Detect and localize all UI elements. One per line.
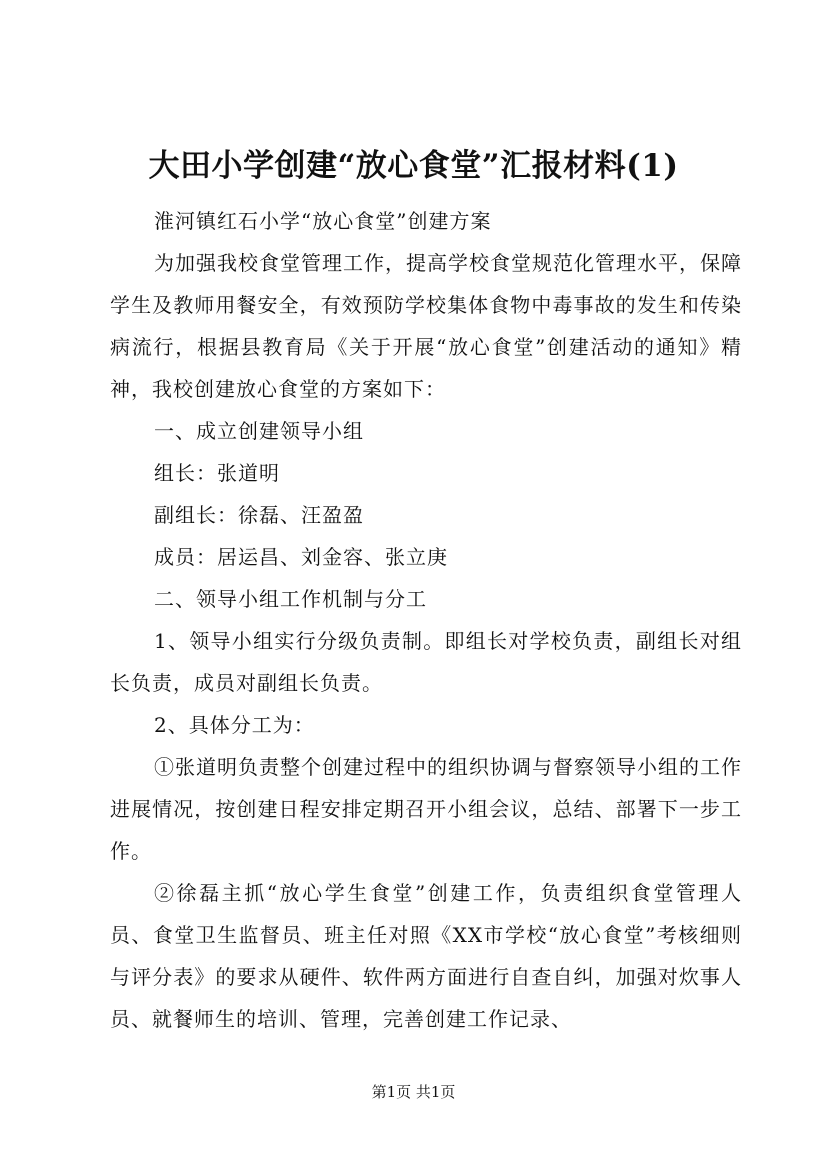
item-1-paragraph: 1、领导小组实行分级负责制。即组长对学校负责，副组长对组长负责，成员对副组长负责。 [110,629,742,695]
document-body [110,200,742,1040]
leader-line: 组长：张道明 [154,461,280,485]
document-title: 大田小学创建“放心食堂”汇报材料(1) [148,148,679,184]
section-heading-1: 一、成立创建领导小组 [154,419,364,443]
section-heading-2: 二、领导小组工作机制与分工 [154,587,427,611]
deputy-leader-line: 副组长：徐磊、汪盈盈 [154,503,364,527]
members-line: 成员：居运昌、刘金容、张立庚 [154,545,448,569]
duty-2-paragraph: ②徐磊主抓“放心学生食堂”创建工作，负责组织食堂管理人员、食堂卫生监督员、班主任对照《XX市学校“放心食堂”考核细则与评分表》的要求从硬件、软件两方面进行自查自纠，加强对炊事人员、就餐师生的培训、管理，完善创建工作记录、 [110,881,742,1031]
page-number-footer: 第1页 共1页 [371,1083,456,1101]
intro-paragraph: 为加强我校食堂管理工作，提高学校食堂规范化管理水平，保障学生及教师用餐安全，有效预防学校集体食物中毒事故的发生和传染病流行，根据县教育局《关于开展“放心食堂”创建活动的通知》精神，我校创建放心食堂的方案如下： [110,251,742,401]
subtitle-paragraph: 淮河镇红石小学“放心食堂”创建方案 [154,209,492,233]
item-2-paragraph: 2、具体分工为： [154,713,315,737]
duty-1-paragraph: ①张道明负责整个创建过程中的组织协调与督察领导小组的工作进展情况，按创建日程安排定期召开小组会议，总结、部署下一步工作。 [110,755,742,863]
